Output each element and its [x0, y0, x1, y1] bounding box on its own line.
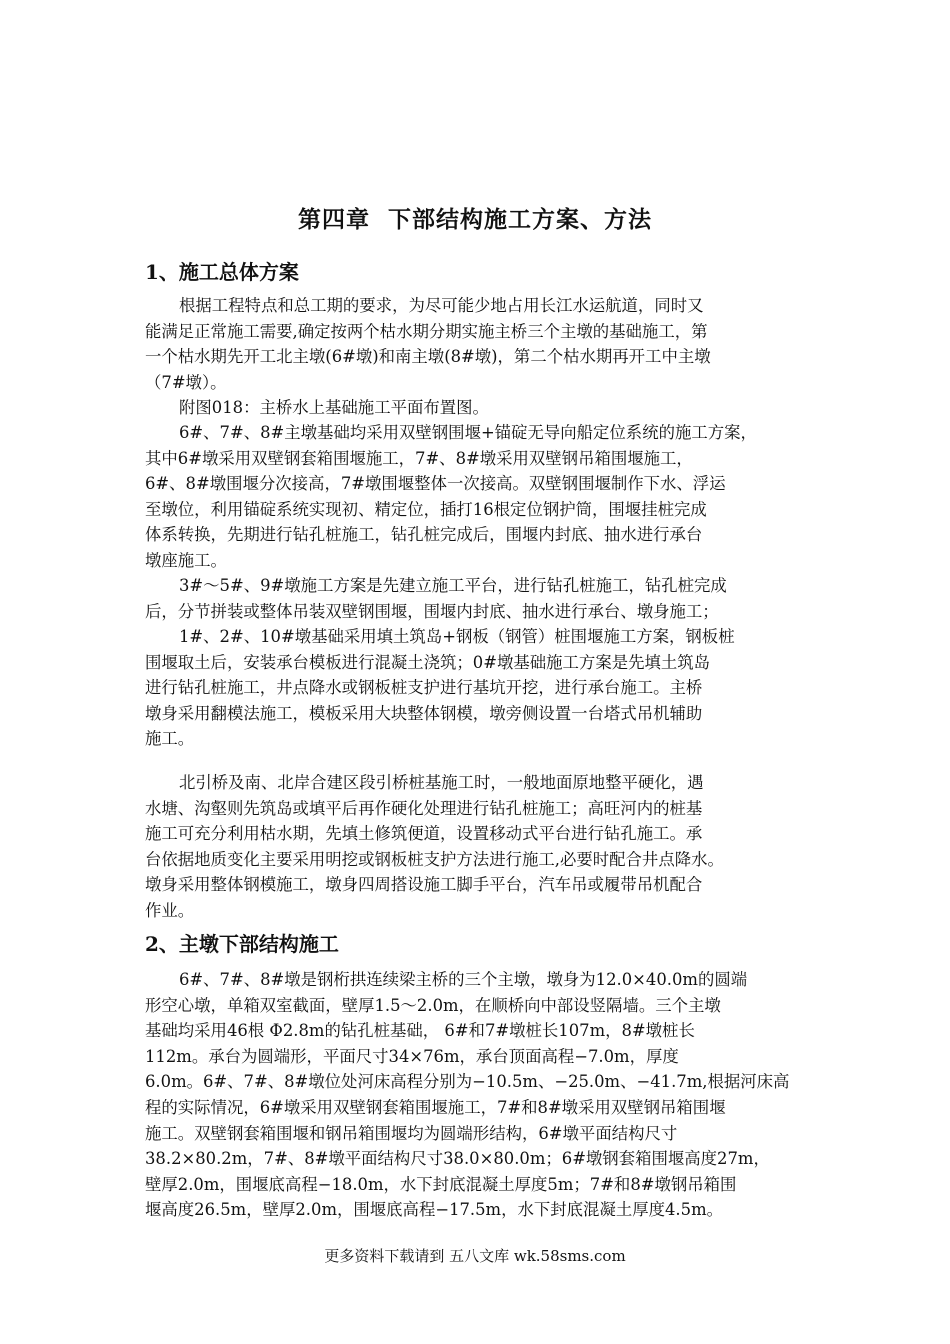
paragraph-main-pier-structure: [145, 967, 815, 1223]
text-line: 体系转换，先期进行钻孔桩施工，钻孔桩完成后，围堰内封底、抽水进行承台: [145, 525, 703, 545]
text-line: 3#～5#、9#墩施工方案是先建立施工平台，进行钻孔桩施工，钻孔桩完成: [179, 576, 727, 595]
text-line: 6#、7#、8#主墩基础均采用双壁钢围堰+锚碇无导向船定位系统的施工方案，: [179, 423, 757, 442]
text-line: （7#墩）。: [145, 372, 227, 392]
text-line: 其中6#墩采用双壁钢套箱围堰施工，7#、8#墩采用双壁钢吊箱围堰施工，: [145, 448, 693, 468]
text-line: 围堰取土后，安装承台模板进行混凝土浇筑；0#墩基础施工方案是先填土筑岛: [145, 652, 711, 672]
paragraph-piers-3-5-9: [145, 573, 815, 624]
text-line: 能满足正常施工需要,确定按两个枯水期分期实施主桥三个主墩的基础施工，第: [145, 321, 708, 341]
text-line: 墩身采用翻模法施工，模板采用大块整体钢模，墩旁侧设置一台塔式吊机辅助: [145, 703, 703, 723]
text-line: 112m。承台为圆端形，平面尺寸34×76m，承台顶面高程−7.0m，厚度: [145, 1046, 679, 1066]
text-line: 38.2×80.2m，7#、8#墩平面结构尺寸38.0×80.0m；6#墩钢套箱围堰高度27m，: [145, 1149, 770, 1169]
text-line: 后，分节拼装或整体吊装双壁钢围堰，围堰内封底、抽水进行承台、墩身施工；: [145, 601, 719, 621]
text-line: 6.0m。6#、7#、8#墩位处河床高程分别为−10.5m、−25.0m、−41.7m,根据河床高: [145, 1072, 790, 1092]
text-line: 形空心墩，单箱双室截面，壁厚1.5～2.0m，在顺桥向中部设竖隔墙。三个主墩: [145, 995, 721, 1015]
text-line: 堰高度26.5m，壁厚2.0m，围堰底高程−17.5m，水下封底混凝土厚度4.5m。: [145, 1200, 724, 1220]
text-line: 作业。: [145, 900, 195, 920]
text-line: 6#、7#、8#墩是钢桁拱连续梁主桥的三个主墩，墩身为12.0×40.0m的圆端: [179, 970, 748, 989]
text-line: 施工可充分利用枯水期，先填土修筑便道，设置移动式平台进行钻孔施工。承: [145, 824, 703, 844]
text-line: 施工。双壁钢套箱围堰和钢吊箱围堰均为圆端形结构，6#墩平面结构尺寸: [145, 1123, 678, 1143]
text-line: 施工。: [145, 729, 195, 749]
section-heading-1: 1、施工总体方案: [145, 260, 299, 284]
paragraph-piers-1-2-10: [145, 624, 815, 752]
text-line: 基础均采用46根 Φ2.8m的钻孔桩基础， 6#和7#墩桩长107m，8#墩桩长: [145, 1021, 695, 1041]
text-line: 进行钻孔桩施工，井点降水或钢板桩支护进行基坑开挖，进行承台施工。主桥: [145, 678, 703, 698]
paragraph-approach-bridge: [145, 770, 815, 924]
chapter-title: 第四章 下部结构施工方案、方法: [297, 206, 652, 233]
text-line: 附图018：主桥水上基础施工平面布置图。: [179, 398, 489, 417]
text-line: 1#、2#、10#墩基础采用填土筑岛+钢板（钢管）桩围堰施工方案，钢板桩: [179, 627, 735, 646]
text-line: 墩身采用整体钢模施工，墩身四周搭设施工脚手平台，汽车吊或履带吊机配合: [145, 875, 703, 895]
text-line: 北引桥及南、北岸合建区段引桥桩基施工时，一般地面原地整平硬化，遇: [179, 773, 704, 792]
paragraph-figure-reference: [145, 395, 815, 421]
text-line: 6#、8#墩围堰分次接高，7#墩围堰整体一次接高。双壁钢围堰制作下水、浮运: [145, 474, 726, 494]
footer-source-note: 更多资料下载请到 五八文库 wk.58sms.com: [324, 1247, 626, 1265]
text-line: 根据工程特点和总工期的要求，为尽可能少地占用长江水运航道，同时又: [179, 296, 704, 315]
section-heading-2: 2、主墩下部结构施工: [145, 932, 339, 956]
text-line: 台依据地质变化主要采用明挖或钢板桩支护方法进行施工,必要时配合井点降水。: [145, 849, 724, 869]
text-line: 程的实际情况，6#墩采用双壁钢套箱围堰施工，7#和8#墩采用双壁钢吊箱围堰: [145, 1097, 726, 1117]
text-line: 至墩位，利用锚碇系统实现初、精定位，插打16根定位钢护筒，围堰挂桩完成: [145, 499, 707, 519]
text-line: 墩座施工。: [145, 550, 227, 570]
paragraph-main-piers: [145, 420, 815, 574]
paragraph-overall-plan: [145, 293, 815, 395]
text-line: 一个枯水期先开工北主墩(6#墩)和南主墩(8#墩)，第二个枯水期再开工中主墩: [145, 347, 711, 367]
text-line: 壁厚2.0m，围堰底高程−18.0m，水下封底混凝土厚度5m；7#和8#墩钢吊箱围: [145, 1174, 737, 1194]
text-line: 水塘、沟壑则先筑岛或填平后再作硬化处理进行钻孔桩施工；高旺河内的桩基: [145, 798, 703, 818]
